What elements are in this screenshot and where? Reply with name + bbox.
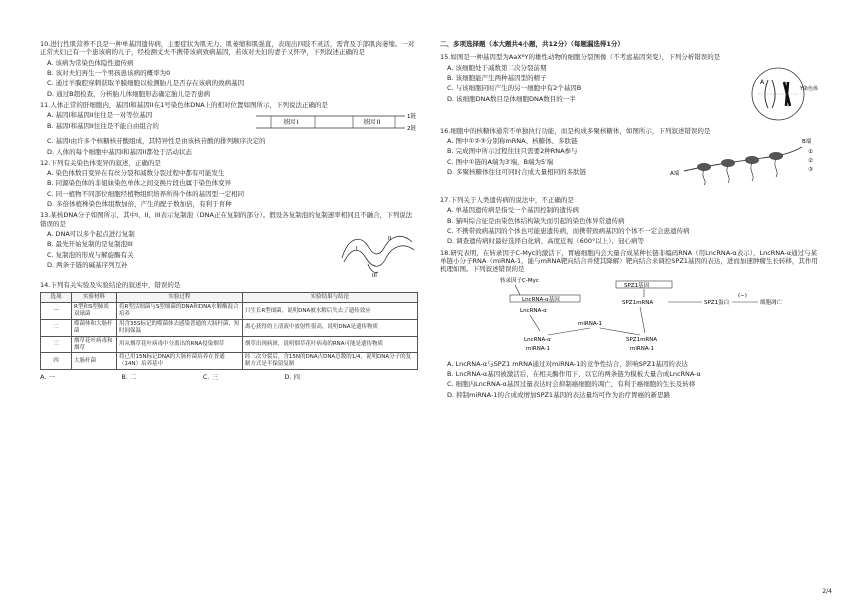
q16-option-a: A. 图中①②③分别称mRNA、核糖体、多肽链	[447, 136, 578, 145]
apoptosis-label: 细胞凋亡	[760, 300, 783, 307]
table-row	[41, 336, 418, 353]
q17-option-b: B. 猫叫综合征是由染色体结构缺失而引起的染色体异常遗传病	[447, 216, 625, 225]
question-14	[40, 281, 418, 382]
q14-option-d: D. 四	[284, 373, 300, 382]
q17-option-a: A. 单基因遗传病是指受一个基因控制的遗传病	[447, 206, 579, 215]
q18-option-d: D. 抑制miRNA-1的合成或增加SPZ1基因的表达量均可作为治疗胃癌的新思路	[447, 390, 671, 399]
table-cell: 经三次分裂后，含15N的DNA占DNA总数的1/4，说明DNA分子的复制方式是半保留复制	[242, 353, 417, 370]
q12-option-d: D. 多倍体植株染色体组数加倍，产生的配子数加倍，有利于育种	[47, 200, 232, 209]
chain-1-label: 1链	[407, 114, 416, 121]
q11-body	[40, 109, 418, 135]
question-14-stem: 14.下列有关实验及实验结论的叙述中，错误的是	[40, 281, 181, 289]
q15-option-c: C. 与该细胞同时产生的另一细胞中有2个基因B	[447, 84, 582, 93]
lncrna-label: LncRNA-α	[520, 308, 547, 315]
table-header: 选项	[41, 293, 72, 303]
q14-option-a: A. 一	[40, 373, 55, 382]
bubble-iii-label: III	[372, 273, 377, 278]
table-cell: 二	[41, 319, 72, 336]
q18-option-b: B. LncRNA-α基因被激活后，在相关酶作用下，以它的两条链为模板大量合成LncRNA-α	[447, 370, 701, 379]
q15-body	[440, 62, 820, 124]
y-chromosome-label: Y染色体	[800, 85, 819, 92]
spz1-mrna-bound-label: SPZ1mRNA	[626, 337, 658, 344]
a-end-label: A端	[670, 170, 680, 177]
question-17	[440, 196, 820, 246]
table-cell: 噬菌体和大肠杆菌	[72, 319, 117, 336]
question-11	[40, 101, 418, 156]
q12-option-b: B. 同源染色体的非姐妹染色单体之间交换片段也属于染色体变异	[47, 179, 232, 188]
table-cell: 将已用15N标记DNA的大肠杆菌培养在普通（14N）培养基中	[117, 353, 243, 370]
q12-option-c: C. 同一植物不同部位细胞经植物组织培养所得个体的基因型一定相同	[47, 189, 245, 198]
spz1-protein-label: SPZ1蛋白	[704, 300, 730, 307]
bubble-i-label: I	[356, 246, 358, 252]
q13-option-d: D. 两条子链的碱基序列互补	[47, 260, 128, 269]
q18-option-c: C. 细胞内LncRNA-α基因过量表达时会抑制癌细胞的凋亡，有利于癌细胞的生长及转移	[447, 380, 696, 389]
spz1-gene-label: SPZ1基因	[624, 283, 650, 290]
table-header-row	[41, 293, 418, 303]
table-row	[41, 303, 418, 320]
q10-option-b: B. 该对夫妇再生一个男孩患该病的概率为0	[47, 68, 171, 77]
table-header: 实验结果与结论	[242, 293, 417, 303]
q14-option-b: B. 二	[121, 373, 137, 382]
page-number: 2/4	[822, 588, 832, 595]
section-heading: 二、多项选择题（本大题共4小题，共12分）（每题漏选得1分）	[440, 40, 624, 48]
table-cell: 用含35S标记的噬菌体去感染普通的大肠杆菌，短时间保温	[117, 319, 243, 336]
table-cell: 只生长R型细菌，说明DNA被水解后失去了遗传效应	[242, 303, 417, 320]
q10-option-d: D. 通过B超检查，分析胎儿体细胞形态确定胎儿是否患病	[47, 89, 211, 98]
table-cell: R型和S型肺炎双球菌	[72, 303, 117, 320]
gene-1-label: 基因 I	[283, 119, 299, 127]
q14-option-c: C. 三	[202, 373, 218, 382]
lncrna-gene-label: LncRNA-α基因	[522, 297, 560, 304]
q11-option-b: B. 基因I和基因II往往是不能自由组合的	[47, 121, 159, 130]
table-cell: 烟草出现病斑，说明烟草花叶病毒的RNA可能是遗传物质	[242, 336, 417, 353]
cell-division-diagram	[748, 62, 820, 124]
label-3: ③	[808, 166, 813, 173]
gene-2-label: 基因 II	[363, 119, 381, 127]
bubble-ii-label: II	[388, 236, 392, 242]
q10-option-c: C. 通过羊膜腔穿刺获取羊膜细胞以检测胎儿是否存在该病的致病基因	[47, 79, 245, 88]
table-cell: 一	[41, 303, 72, 320]
table-header: 实验过程	[117, 293, 243, 303]
replication-bubble-diagram	[338, 228, 418, 278]
label-2: ②	[808, 157, 813, 164]
table-cell: 将R型活细菌与S型细菌的DNA和DNA水解酶混合培养	[117, 303, 243, 320]
label-1: ①	[808, 148, 813, 155]
question-10-stem: 10.进行性肌营养不良是一种单基因遗传病，主要症状为肌无力、肌萎缩和肌强直，表现出四肢不灵活，需背及手部肌肉萎缩。一对正常夫妇已有一个患该病的儿子，经检测丈夫不携带该病致病基因，若该对夫妇的妻子又怀孕，下列叙述正确的是	[40, 40, 415, 57]
q16-option-d: D. 多聚核糖体往往可同时合成大量相同的多肽链	[447, 167, 587, 176]
gene-a-label: A	[760, 78, 765, 86]
q13-option-a: A. DNA可以多个起点进行复制	[47, 230, 135, 238]
q18-option-a: A. LncRNA-α与SPZ1 mRNA通过对miRNA-1的竞争性结合，影响SPZ1基因的表达	[447, 359, 688, 368]
table-cell: 四	[41, 353, 72, 370]
q15-option-b: B. 该细胞能产生两种基因型的精子	[447, 73, 547, 82]
lncrna-bound-label: LncRNA-α	[524, 337, 551, 344]
q13-option-c: C. 复制泡的形成与解旋酶有关	[47, 250, 134, 259]
q15-option-a: A. 该细胞处于减数第二次分裂前期	[447, 63, 547, 72]
mirna-1-label: miRNA-1	[578, 321, 602, 328]
table-header: 实验材料	[72, 293, 117, 303]
question-16	[440, 127, 820, 193]
left-column	[40, 40, 418, 385]
right-column	[440, 40, 820, 402]
table-cell: 烟草花叶病毒和烟草	[72, 336, 117, 353]
question-12	[40, 159, 418, 209]
q15-option-d: D. 该细胞DNA数目是体细胞DNA数目的一半	[447, 94, 576, 103]
question-18	[440, 249, 820, 400]
lncrna-mechanism-diagram	[440, 273, 820, 355]
polysome-diagram	[670, 135, 820, 193]
q13-option-b: B. 最先开始复制的是复制泡III	[47, 240, 133, 249]
spz1-mrna-label: SPZ1mRNA	[622, 300, 654, 307]
b-end-label: B端	[802, 138, 812, 145]
inhibit-sign: (−)	[738, 293, 747, 300]
question-18-stem: 18.研究表明，在转录因子C-Myc的激活下，胃癌细胞内会大量合成某种长链非编码RNA（用LncRNA-α表示），LncRNA-α通过与某单链小分子RNA（miRNA-1，能与mRNA靶向结合并使其降解）靶向结合来调控SPZ1基因的表达，进而加速肿瘤生长转移，其作用机理如图。下列叙述错误的是	[440, 248, 818, 274]
question-13-stem: 13.某核DNA分子如图所示，其中I、II、III表示复制泡（DNA正在复制的部分）。假设各复制泡的复制速率相同且不融合，下列说法错误的是	[40, 211, 413, 228]
question-13	[40, 211, 418, 278]
table-row	[41, 319, 418, 336]
dna-gene-diagram	[253, 109, 418, 135]
table-row	[41, 353, 418, 370]
experiment-table	[40, 292, 418, 370]
table-cell: 用从烟草花叶病毒中分离出的RNA侵染烟草	[117, 336, 243, 353]
cmyc-label: 转录因子C-Myc	[500, 278, 539, 285]
q12-option-a: A. 染色体数目变异在有丝分裂和减数分裂过程中都有可能发生	[47, 169, 225, 178]
table-cell: 离心获得的上清液中放射性很高，说明DNA是遗传物质	[242, 319, 417, 336]
q11-option-c: C. 基因I由许多个核糖核苷酸组成，其特异性是由该核苷酸的排列顺序决定的	[47, 137, 266, 146]
q11-option-d: D. 人体的每个细胞中基因I和基因II都处于活动状态	[47, 147, 192, 156]
q15-options	[440, 62, 748, 124]
question-12-stem: 12.下列有关染色体变异的叙述，正确的是	[40, 158, 161, 167]
mirna-bound-2-label: miRNA-1	[630, 346, 654, 353]
question-10	[40, 40, 418, 98]
question-17-stem: 17.下列关于人类遗传病的说法中，不正确的是	[440, 195, 574, 204]
table-cell: 三	[41, 336, 72, 353]
mirna-bound-label: miRNA-1	[526, 346, 550, 353]
q16-option-c: C. 图中①链的A端为3′端，B端为5′端	[447, 157, 554, 166]
chain-2-label: 2链	[407, 126, 416, 133]
q13-body	[40, 228, 418, 278]
q16-body	[440, 135, 820, 193]
q13-options	[40, 228, 338, 278]
q17-option-c: C. 不携带致病基因的个体也可能患遗传病，而携带致病基因的个体不一定会患遗传病	[447, 226, 690, 235]
q11-option-a: A. 基因I和基因II往往是一对等位基因	[47, 111, 153, 120]
q16-option-b: B. 完成图中所示过程往往只需要2种RNA参与	[447, 147, 578, 156]
q11-options	[40, 109, 253, 135]
q17-option-d: D. 调查遗传病时最好选择白化病、高度近视（600°以上）、冠心病等	[447, 237, 645, 246]
question-15-stem: 15.如图是一种基因型为AaXᴮY的雄性动物的细胞分裂图像（不考虑基因突变），下列分析错误的是	[440, 53, 721, 62]
q16-options	[440, 135, 670, 193]
table-cell: 大肠杆菌	[72, 353, 117, 370]
q14-answers	[40, 373, 300, 381]
question-15	[440, 53, 820, 123]
q10-option-a: A. 该病为常染色体隐性遗传病	[47, 58, 134, 67]
question-11-stem: 11.人体正常的肝细胞内，基因I和基因II在1号染色体DNA上的相对位置如图所示，下列说法正确的是	[40, 100, 329, 109]
question-16-stem: 16.细胞中的核糖体通常不单独执行功能，而是构成多聚核糖体，如图所示，下列叙述错误的是	[440, 126, 711, 135]
